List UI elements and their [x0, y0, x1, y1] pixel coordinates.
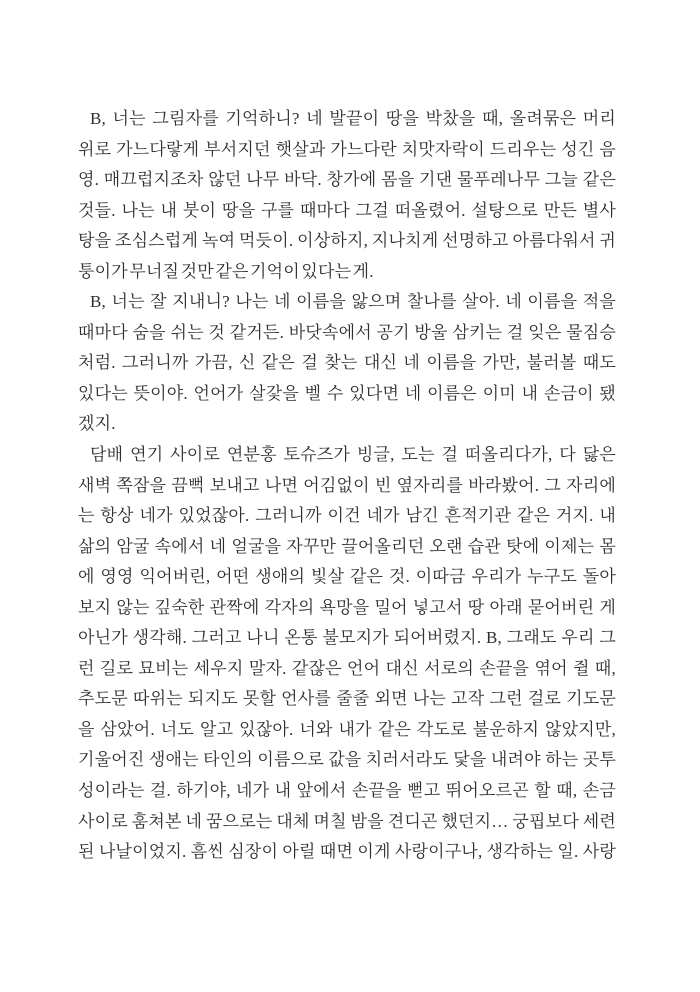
- text-line: 아닌가 생각해. 그러고 나니 온통 불모지가 되어버렸지. B, 그래도 우리 그: [78, 628, 616, 648]
- text-line: 탕을 조심스럽게 녹여 먹듯이. 이상하지, 지나치게 선명하고 아름다워서 귀: [78, 231, 616, 251]
- text-line: 보지 않는 깊숙한 관짝에 각자의 욕망을 밀어 넣고서 땅 아래 묻어버린 게: [78, 597, 616, 617]
- text-line: 처럼. 그러니까 가끔, 신 같은 걸 찾는 대신 네 이름을 가만, 불러볼 때도: [78, 353, 616, 373]
- text-line: 새벽 쪽잠을 끔뻑 보내고 나면 어김없이 빈 옆자리를 바라봤어. 그 자리에: [78, 475, 616, 495]
- text-line: 된 나날이었지. 흠씬 심장이 아릴 때면 이게 사랑이구나, 생각하는 일. 사랑: [78, 842, 616, 862]
- text-line: B, 너는 그림자를 기억하니? 네 발끝이 땅을 박찼을 때, 올려묶은 머리: [90, 109, 616, 128]
- text-line: 추도문 따위는 되지도 못할 언사를 줄줄 외면 나는 고작 그런 걸로 기도문: [78, 689, 616, 709]
- text-line: 삶의 암굴 속에서 네 얼굴을 자꾸만 끌어올리던 오랜 습관 탓에 이제는 몸: [78, 536, 616, 556]
- text-line: 런 길로 묘비는 세우지 말자. 같잖은 언어 대신 서로의 손끝을 엮어 쥘 때,: [78, 658, 616, 678]
- text-line: B, 너는 잘 지내니? 나는 네 이름을 앓으며 찰나를 살아. 네 이름을 적을: [90, 292, 616, 312]
- text-block: [78, 104, 616, 868]
- text-line: 있다는 뜻이야. 언어가 살갗을 벨 수 있다면 네 이름은 이미 내 손금이 됐: [78, 383, 616, 403]
- text-line: 을 삼았어. 너도 알고 있잖아. 너와 내가 같은 각도로 불운하지 않았지만,: [78, 719, 616, 739]
- text-line: 영. 매끄럽지조차 않던 나무 바닥. 창가에 몸을 기댄 물푸레나무 그늘 같은: [78, 170, 616, 190]
- text-line: 위로 가느다랗게 부서지던 햇살과 가느다란 치맛자락이 드리우는 성긴 음: [78, 139, 616, 159]
- text-line: 때마다 숨을 쉬는 것 같거든. 바닷속에서 공기 방울 삼키는 걸 잊은 물짐승: [78, 322, 616, 342]
- text-line: 에 영영 익어버린, 어떤 생애의 빛살 같은 것. 이따금 우리가 누구도 돌아: [78, 567, 616, 587]
- text-line: 것들. 나는 내 붓이 땅을 구를 때마다 그걸 떠올렸어. 설탕으로 만든 별사: [78, 200, 616, 220]
- text-line: 퉁이가 무너질 것만 같은 기억이 있다는 게.: [78, 261, 374, 281]
- text-line: 는 항상 네가 있었잖아. 그러니까 이건 네가 남긴 흔적기관 같은 거지. 내: [78, 506, 616, 526]
- text-line: 사이로 훔쳐본 네 꿈으로는 대체 며칠 밤을 견디곤 했던지… 궁핍보다 세련: [78, 811, 616, 831]
- text-line: 겠지.: [78, 414, 116, 434]
- text-line: 담배 연기 사이로 연분홍 토슈즈가 빙글, 도는 걸 떠올리다가, 다 닳은: [90, 445, 616, 465]
- text-line: 성이라는 걸. 하기야, 네가 내 앞에서 손끝을 뻗고 뛰어오르곤 할 때, 손금: [78, 781, 616, 801]
- text-line: 기울어진 생애는 타인의 이름으로 값을 치러서라도 닻을 내려야 하는 곳투: [78, 750, 616, 770]
